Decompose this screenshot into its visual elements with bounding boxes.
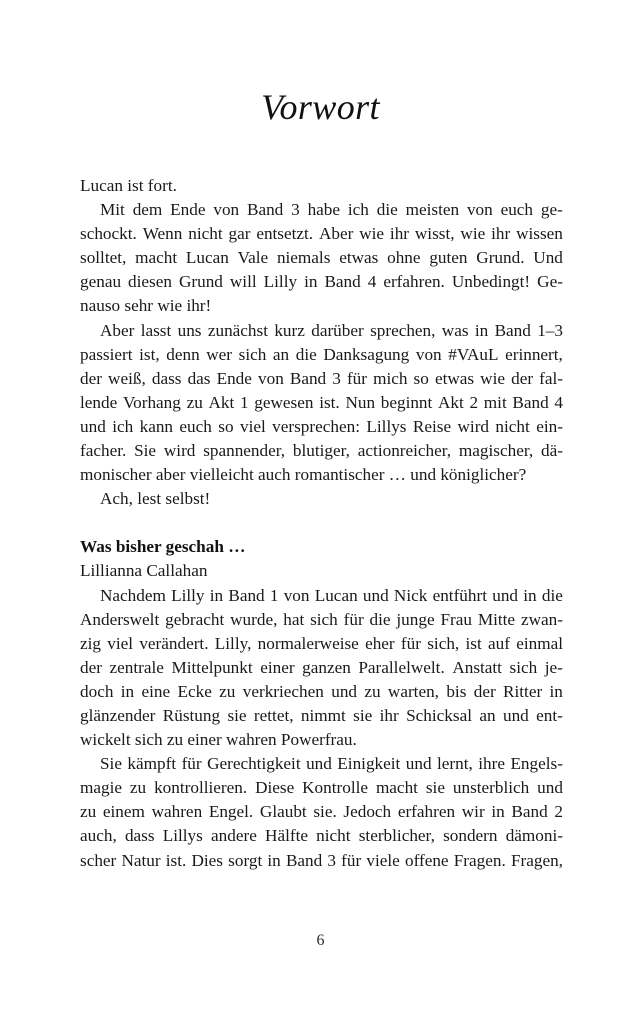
- text-word: Fragen.: [453, 850, 506, 870]
- text-word: in: [549, 681, 563, 701]
- text-word: ge-: [540, 200, 563, 220]
- text-word: und: [537, 778, 563, 798]
- text-word: lende: [80, 392, 118, 412]
- text-word: versprechen:: [272, 416, 360, 436]
- text-word: und: [362, 585, 389, 605]
- text-word: macht: [375, 778, 418, 798]
- text-word: Diese: [255, 778, 295, 798]
- text-line: [80, 439, 563, 463]
- text-word: und: [502, 705, 529, 725]
- text-word: kontrollieren.: [154, 778, 248, 798]
- text-line: [80, 776, 563, 800]
- text-word: magie: [80, 778, 122, 798]
- text-word: zu: [219, 681, 236, 701]
- text-word: von: [283, 585, 310, 605]
- text-word: in: [209, 585, 224, 605]
- text-word: lernt,: [437, 754, 473, 774]
- text-line: [80, 752, 563, 776]
- text-word: je-: [544, 657, 563, 677]
- text-word: ich: [112, 416, 134, 436]
- text-word: für: [341, 850, 362, 870]
- text-word: darüber: [311, 320, 364, 340]
- text-line: wickelt sich zu einer wahren Powerfrau.: [80, 730, 357, 750]
- text-word: so: [413, 368, 429, 388]
- body-text-column: [80, 174, 563, 873]
- text-word: Lillys: [366, 416, 407, 436]
- text-word: Lilly,: [214, 633, 252, 653]
- text-word: hat: [283, 609, 305, 629]
- text-word: Engels-: [510, 754, 563, 774]
- text-word: Lucan: [185, 248, 229, 268]
- text-word: zunächst: [207, 320, 268, 340]
- text-word: warten,: [387, 681, 439, 701]
- text-word: der: [80, 368, 102, 388]
- text-word: weiß,: [108, 368, 146, 388]
- text-word: passiert: [80, 344, 133, 364]
- text-word: blutiger,: [292, 441, 350, 461]
- text-word: in: [267, 850, 281, 870]
- text-word: auch,: [80, 826, 117, 846]
- text-word: von: [466, 200, 493, 220]
- text-word: viel: [239, 416, 266, 436]
- text-word: wird: [163, 441, 196, 461]
- text-word: Hälfte: [265, 826, 308, 846]
- text-word: Aber: [100, 320, 135, 340]
- text-word: sich: [509, 657, 538, 677]
- text-word: ein-: [536, 416, 563, 436]
- text-word: die: [541, 585, 563, 605]
- text-word: actionreicher,: [357, 441, 452, 461]
- text-word: wisst,: [414, 224, 455, 244]
- text-word: meisten: [405, 200, 460, 220]
- text-word: zig: [80, 633, 101, 653]
- text-word: ist: [465, 633, 482, 653]
- text-word: zu: [129, 778, 147, 798]
- text-line: nauso sehr wie ihr!: [80, 296, 212, 316]
- text-word: Danksagung: [323, 344, 410, 364]
- text-word: dä-: [540, 441, 563, 461]
- text-word: kämpft: [127, 754, 177, 774]
- text-word: Rüstung: [162, 705, 221, 725]
- text-word: niemals: [276, 248, 331, 268]
- text-word: #VAuL: [448, 344, 499, 364]
- text-word: und: [80, 416, 106, 436]
- text-word: in: [304, 272, 318, 292]
- text-word: ich: [347, 200, 369, 220]
- text-word: für: [400, 633, 421, 653]
- text-word: sterblicher,: [358, 826, 435, 846]
- text-word: genau: [80, 272, 122, 292]
- text-word: Vorhang: [122, 392, 181, 412]
- text-word: beginnt: [380, 392, 433, 412]
- text-word: einem: [102, 802, 145, 822]
- text-word: entsetzt.: [256, 224, 314, 244]
- text-word: auf: [488, 633, 510, 653]
- text-word: ohne: [387, 248, 421, 268]
- text-word: zu: [80, 802, 97, 822]
- page-number: 6: [316, 932, 325, 949]
- text-word: sich: [310, 609, 338, 629]
- text-word: was: [441, 320, 469, 340]
- text-word: Dies: [191, 850, 223, 870]
- text-word: etwas: [339, 248, 379, 268]
- text-word: Akt: [208, 392, 235, 412]
- text-word: Lucan: [314, 585, 358, 605]
- text-line: [80, 270, 563, 294]
- text-line: [80, 415, 563, 439]
- text-word: ihr: [379, 705, 399, 725]
- text-word: Fragen,: [510, 850, 563, 870]
- text-word: sprechen,: [370, 320, 436, 340]
- text-word: an: [479, 705, 496, 725]
- text-word: dämoni-: [505, 826, 563, 846]
- text-word: verkriechen: [242, 681, 324, 701]
- page-title: Vorwort: [261, 87, 380, 127]
- text-word: spannender,: [203, 441, 286, 461]
- text-line: [80, 680, 563, 704]
- text-word: Sie: [134, 441, 157, 461]
- text-word: solltet,: [80, 248, 127, 268]
- text-word: Frau: [440, 609, 472, 629]
- text-line: [80, 343, 563, 367]
- text-line: Lucan ist fort.: [80, 176, 177, 195]
- text-word: in: [523, 585, 537, 605]
- text-word: Kontrolle: [302, 778, 369, 798]
- text-word: erfahren: [397, 802, 456, 822]
- text-word: Einigkeit: [337, 754, 401, 774]
- text-word: in: [491, 802, 505, 822]
- text-word: und: [331, 681, 357, 701]
- text-word: andere: [211, 826, 257, 846]
- text-word: euch: [179, 416, 212, 436]
- text-word: Aber: [318, 224, 354, 244]
- text-word: an: [272, 344, 290, 364]
- text-word: nicht: [316, 826, 351, 846]
- text-word: 4: [367, 272, 377, 292]
- text-line: [80, 391, 563, 415]
- text-word: Nick: [393, 585, 428, 605]
- text-word: für: [181, 754, 202, 774]
- text-word: wissen: [516, 224, 563, 244]
- paragraph: [80, 752, 563, 872]
- text-word: Engel.: [208, 802, 254, 822]
- text-word: rettet,: [253, 705, 294, 725]
- text-word: Nachdem: [100, 585, 166, 605]
- text-word: Reise: [412, 416, 452, 436]
- text-word: Band: [285, 850, 323, 870]
- text-word: Unbedingt!: [451, 272, 531, 292]
- text-word: Gerechtigkeit: [207, 754, 301, 774]
- text-word: ist,: [139, 344, 160, 364]
- text-word: 2: [469, 392, 479, 412]
- text-word: mich: [373, 368, 408, 388]
- text-word: von: [213, 200, 240, 220]
- text-word: Mitte: [477, 609, 516, 629]
- text-word: habe: [307, 200, 341, 220]
- text-word: wird: [457, 416, 490, 436]
- text-word: gar: [228, 224, 251, 244]
- text-word: wahren: [151, 802, 203, 822]
- text-word: für: [343, 609, 364, 629]
- text-word: Band: [324, 272, 361, 292]
- text-word: uns: [177, 320, 202, 340]
- text-word: Grund.: [476, 248, 525, 268]
- text-word: Anstatt: [452, 657, 502, 677]
- text-line: [80, 198, 563, 222]
- text-word: ihr: [389, 224, 410, 244]
- text-line: [80, 246, 563, 270]
- paragraph: [80, 174, 563, 198]
- text-word: dem: [132, 200, 163, 220]
- text-word: Mittelpunkt: [171, 657, 253, 677]
- text-word: wie: [480, 368, 505, 388]
- text-word: nicht: [188, 224, 223, 244]
- text-word: der: [473, 681, 496, 701]
- text-word: 1: [269, 585, 279, 605]
- text-word: 1: [240, 392, 249, 412]
- text-line: [80, 608, 563, 632]
- text-word: 3: [291, 200, 300, 220]
- text-word: sich: [238, 344, 267, 364]
- text-word: Und: [533, 248, 563, 268]
- text-word: normalerweise: [257, 633, 359, 653]
- text-line: Ach, lest selbst!: [100, 489, 211, 509]
- text-word: sorgt: [228, 850, 263, 870]
- text-word: Vale: [237, 248, 269, 268]
- text-word: 4: [554, 392, 563, 412]
- text-word: ist.: [319, 392, 340, 412]
- text-word: Band: [246, 200, 284, 220]
- text-word: Ende: [170, 200, 206, 220]
- paragraph: [80, 584, 563, 753]
- text-word: der: [511, 368, 534, 388]
- text-word: erfahren.: [383, 272, 445, 292]
- text-word: eher: [365, 633, 395, 653]
- text-word: Sie: [100, 754, 122, 774]
- text-word: Jedoch: [343, 802, 392, 822]
- text-word: viele: [366, 850, 400, 870]
- text-word: 3: [327, 850, 336, 870]
- text-word: viel: [107, 633, 134, 653]
- text-line: [80, 367, 563, 391]
- text-word: kann: [139, 416, 174, 436]
- text-word: denn: [166, 344, 200, 364]
- text-word: macht: [135, 248, 178, 268]
- text-word: sie.: [313, 802, 337, 822]
- text-word: sie: [227, 705, 247, 725]
- text-word: nicht: [495, 416, 530, 436]
- text-word: in: [474, 320, 489, 340]
- text-word: wie: [359, 224, 385, 244]
- text-word: glänzender: [80, 705, 156, 725]
- text-word: Band: [512, 392, 549, 412]
- text-line: [80, 704, 563, 728]
- text-word: von: [258, 368, 284, 388]
- text-word: von: [415, 344, 442, 364]
- paragraph: [80, 487, 563, 511]
- text-word: Ge-: [537, 272, 563, 292]
- text-word: wir: [461, 802, 485, 822]
- text-word: für: [346, 368, 367, 388]
- section-subject-name: Lillianna Callahan: [80, 561, 208, 581]
- text-word: unsterblich: [452, 778, 530, 798]
- text-word: Band: [494, 320, 531, 340]
- text-word: offene: [404, 850, 449, 870]
- text-word: der: [80, 657, 102, 677]
- text-word: Natur: [121, 850, 161, 870]
- text-word: facher.: [80, 441, 127, 461]
- text-word: Schicksal: [406, 705, 472, 725]
- text-word: zu: [364, 681, 381, 701]
- text-word: doch: [80, 681, 114, 701]
- text-word: gewesen: [254, 392, 314, 412]
- text-word: Nun: [345, 392, 376, 412]
- text-line: [80, 824, 563, 848]
- text-word: 2: [554, 802, 563, 822]
- text-word: und: [492, 585, 519, 605]
- text-word: Ende: [216, 368, 252, 388]
- text-word: und: [405, 754, 432, 774]
- text-word: dass: [151, 368, 182, 388]
- text-word: Band: [511, 802, 548, 822]
- text-line: [80, 584, 563, 608]
- paragraph: [80, 198, 563, 318]
- text-word: wurde,: [230, 609, 278, 629]
- section-heading: Was bisher geschah …: [80, 537, 246, 557]
- text-word: erinnert,: [505, 344, 563, 364]
- text-word: kurz: [274, 320, 305, 340]
- text-word: entführt: [432, 585, 487, 605]
- text-word: guten: [429, 248, 468, 268]
- text-word: junge: [396, 609, 435, 629]
- text-word: Lilly: [263, 272, 298, 292]
- text-word: in: [120, 681, 135, 701]
- section-spacer: [80, 511, 563, 535]
- text-word: die: [369, 609, 391, 629]
- text-line: monischer aber vielleicht auch romantischer … und königlicher?: [80, 465, 527, 485]
- text-word: zu: [186, 392, 203, 412]
- text-word: etwas: [434, 368, 475, 388]
- text-word: ist.: [165, 850, 187, 870]
- text-line: [80, 319, 563, 343]
- text-word: die: [376, 200, 398, 220]
- text-word: ganzen: [302, 657, 351, 677]
- text-word: zwan-: [520, 609, 563, 629]
- text-word: Band: [228, 585, 265, 605]
- text-line: [80, 800, 563, 824]
- text-word: Wenn: [142, 224, 183, 244]
- text-word: ihre: [478, 754, 505, 774]
- text-word: will: [229, 272, 257, 292]
- text-line: [80, 222, 563, 246]
- text-word: eine: [141, 681, 171, 701]
- text-word: Lillys: [162, 826, 203, 846]
- text-word: euch: [500, 200, 534, 220]
- text-word: sondern: [443, 826, 498, 846]
- text-word: verändert.: [139, 633, 209, 653]
- text-word: ent-: [536, 705, 563, 725]
- text-word: Ecke: [177, 681, 212, 701]
- text-word: Parallelwelt.: [358, 657, 445, 677]
- text-word: schockt.: [80, 224, 137, 244]
- text-word: die: [295, 344, 317, 364]
- text-word: so: [218, 416, 234, 436]
- text-line: [80, 632, 563, 656]
- text-word: fal-: [539, 368, 563, 388]
- text-word: Lilly: [171, 585, 205, 605]
- text-word: das: [187, 368, 211, 388]
- text-word: Band: [289, 368, 327, 388]
- text-word: Grund: [178, 272, 223, 292]
- text-word: einmal: [516, 633, 563, 653]
- text-word: Mit: [100, 200, 125, 220]
- text-word: Glaubt: [259, 802, 307, 822]
- text-word: scher: [80, 850, 117, 870]
- text-word: dass: [124, 826, 155, 846]
- text-word: mit: [483, 392, 507, 412]
- text-line: [80, 656, 563, 680]
- text-word: bis: [446, 681, 467, 701]
- text-word: diesen: [128, 272, 172, 292]
- text-word: sie: [353, 705, 373, 725]
- text-word: Ritter: [503, 681, 543, 701]
- text-word: zentrale: [109, 657, 164, 677]
- text-line: [80, 849, 563, 873]
- text-word: 3: [332, 368, 341, 388]
- text-word: wer: [206, 344, 233, 364]
- text-word: gebracht: [165, 609, 225, 629]
- paragraph: [80, 319, 563, 488]
- text-word: lasst: [140, 320, 172, 340]
- text-word: einer: [260, 657, 295, 677]
- text-word: und: [306, 754, 332, 774]
- text-word: Anderswelt: [80, 609, 160, 629]
- text-word: Akt: [438, 392, 464, 412]
- text-word: magischer,: [458, 441, 534, 461]
- text-word: sich,: [427, 633, 460, 653]
- text-word: nimmt: [300, 705, 346, 725]
- text-word: wie: [460, 224, 486, 244]
- text-word: sie: [425, 778, 445, 798]
- text-word: 1–3: [537, 320, 563, 340]
- text-word: ihr: [491, 224, 511, 244]
